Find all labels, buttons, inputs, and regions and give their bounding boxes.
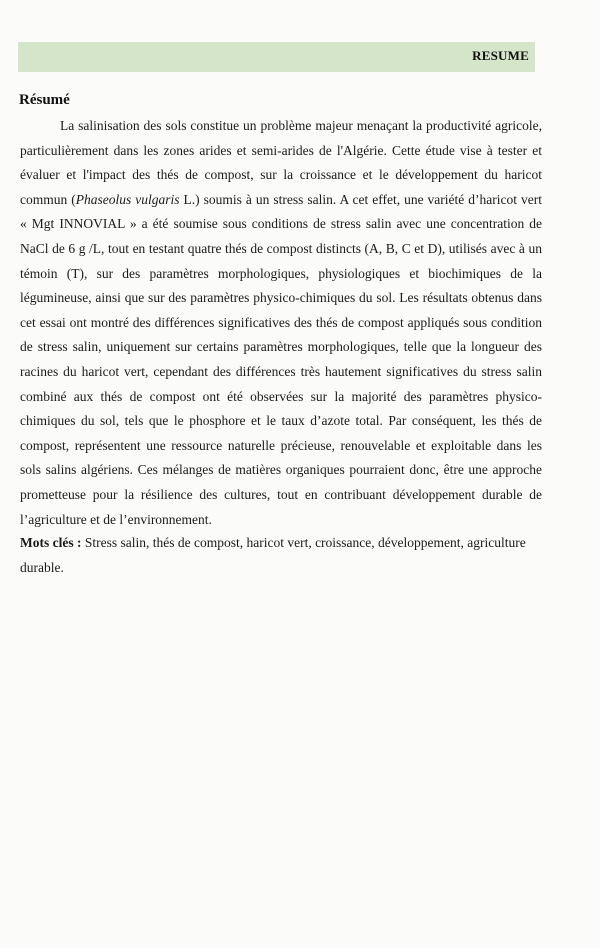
keywords-label: Mots clés : xyxy=(20,535,82,550)
abstract-text-part1: La salinisation des sols constitue un problème majeur menaçant la productivité agricole, particulièrement dans les zones arides et semi-arides de l'Algérie. Cette étude vise à tester et évaluer et l'impact des thés de compost, sur la croissance et le développement du haricot commun ( xyxy=(20,118,542,207)
header-label: RESUME xyxy=(472,48,529,63)
keywords xyxy=(20,531,542,580)
abstract-text-part2: L.) soumis à un stress salin. A cet effet, une variété d’haricot vert « Mgt INNOVIAL » a été soumise sous conditions de stress salin avec une concentration de NaCl de 6 g /L, tout en testant quatre thés de compost distincts (A, B, C et D), utilisés avec à un témoin (T), sur des paramètres morphologiques, physiologiques et biochimiques de la légumineuse, ainsi que sur des paramètres physico-chimiques du sol. Les résultats obtenus dans cet essai ont montré des différences significatives des thés de compost appliqués sous condition de stress salin, uniquement sur certains paramètres morphologiques, telle que la longueur des racines du haricot vert, cependant des différences très hautement significatives du stress salin combiné aux thés de compost ont été observées sur la majorité des paramètres physico-chimiques du sol, tels que le phosphore et le taux d’azote total. Par conséquent, les thés de compost, représentent une ressource naturelle précieuse, renouvelable et exploitable dans les sols salins algériens. Ces mélanges de matières organiques pourraient donc, être une approche prometteuse pour la résilience des cultures, tout en contribuant développement durable de l’agriculture et de l’environnement. xyxy=(20,191,542,527)
abstract-paragraph xyxy=(20,114,542,532)
abstract-body xyxy=(20,114,542,532)
section-title: Résumé xyxy=(19,92,70,108)
header-band xyxy=(18,42,535,72)
keywords-text: Stress salin, thés de compost, haricot vert, croissance, développement, agriculture durable. xyxy=(20,535,526,575)
species-name: Phaseolus vulgaris xyxy=(75,191,180,207)
